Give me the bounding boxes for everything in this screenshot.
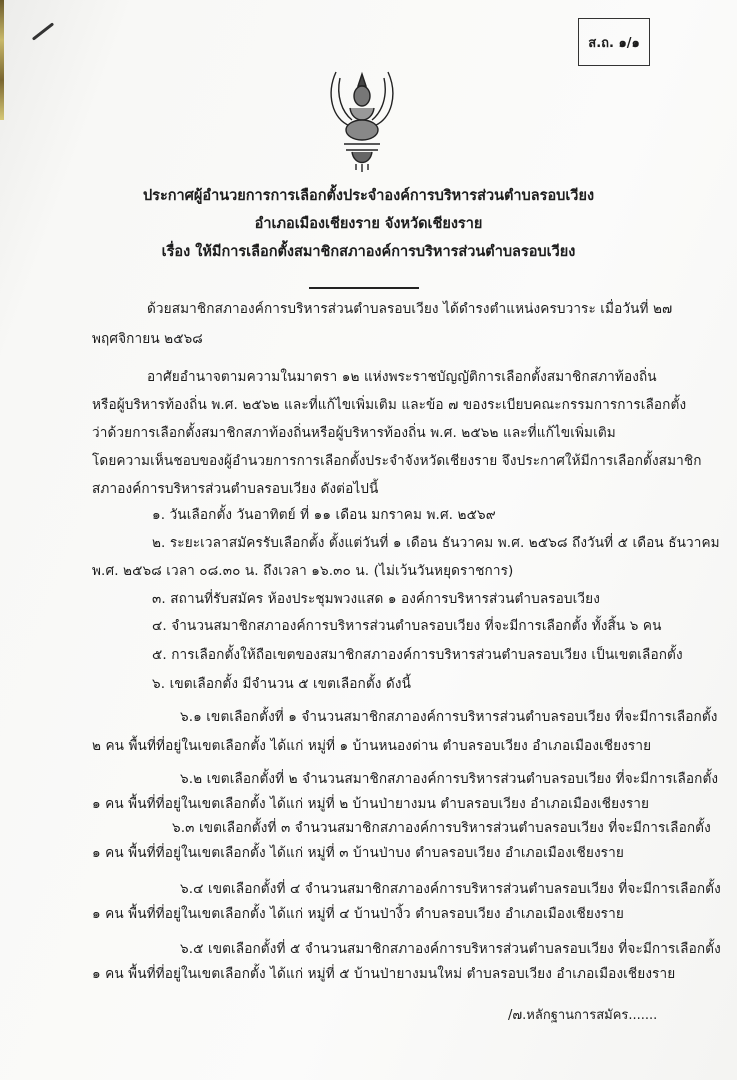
district-1-line-1: ๖.๑ เขตเลือกตั้งที่ ๑ จำนวนสมาชิกสภาองค์การบริหารส่วนตำบลรอบเวียง ที่จะมีการเลือกตั้ง	[180, 709, 718, 725]
authority-line: หรือผู้บริหารท้องถิ่น พ.ศ. ๒๕๖๒ และที่แก้ไขเพิ่มเติม และข้อ ๗ ของระเบียบคณะกรรมการการเลือกตั้ง	[92, 397, 687, 413]
authority-line: อาศัยอำนาจตามความในมาตรา ๑๒ แห่งพระราชบัญญัติการเลือกตั้งสมาชิกสภาท้องถิ่น	[147, 369, 657, 385]
district-1-line-2: ๒ คน พื้นที่ที่อยู่ในเขตเลือกตั้ง ได้แก่ หมู่ที่ ๑ บ้านหนองด่าน ตำบลรอบเวียง อำเภอเมืองเชียงราย	[92, 738, 652, 754]
district-4-line-2: ๑ คน พื้นที่ที่อยู่ในเขตเลือกตั้ง ได้แก่ หมู่ที่ ๔ บ้านป่างิ้ว ตำบลรอบเวียง อำเภอเมืองเชียงราย	[92, 906, 624, 922]
district-4-line-1: ๖.๔ เขตเลือกตั้งที่ ๔ จำนวนสมาชิกสภาองค์การบริหารส่วนตำบลรอบเวียง ที่จะมีการเลือกตั้ง	[180, 881, 721, 897]
authority-line: ว่าด้วยการเลือกตั้งสมาชิกสภาท้องถิ่นหรือผู้บริหารท้องถิ่น พ.ศ. ๒๕๖๒ และที่แก้ไขเพิ่มเติม	[92, 425, 616, 441]
form-code-box	[578, 18, 650, 66]
district-5-line-2: ๑ คน พื้นที่ที่อยู่ในเขตเลือกตั้ง ได้แก่ หมู่ที่ ๕ บ้านป่ายางมนใหม่ ตำบลรอบเวียง อำเภอเมืองเชียงราย	[92, 966, 676, 982]
heading-subject: เรื่อง ให้มีการเลือกตั้งสมาชิกสภาองค์การบริหารส่วนตำบลรอบเวียง	[161, 244, 576, 260]
authority-line: โดยความเห็นชอบของผู้อำนวยการการเลือกตั้งประจำจังหวัดเชียงราย จึงประกาศให้มีการเลือกตั้งสมาชิก	[92, 453, 702, 469]
page-edge	[0, 0, 4, 120]
item-2-cont: พ.ศ. ๒๕๖๘ เวลา ๐๘.๓๐ น. ถึงเวลา ๑๖.๓๐ น. (ไม่เว้นวันหยุดราชการ)	[92, 563, 514, 579]
district-3-line-2: ๑ คน พื้นที่ที่อยู่ในเขตเลือกตั้ง ได้แก่ หมู่ที่ ๓ บ้านป่าบง ตำบลรอบเวียง อำเภอเมืองเชียงราย	[92, 845, 624, 861]
item-2: ๒. ระยะเวลาสมัครรับเลือกตั้ง ตั้งแต่วันที่ ๑ เดือน ธันวาคม พ.ศ. ๒๕๖๘ ถึงวันที่ ๕ เดือน ธันวาคม	[152, 535, 720, 551]
item-6: ๖. เขตเลือกตั้ง มีจำนวน ๕ เขตเลือกตั้ง ดังนี้	[152, 676, 411, 692]
continuation-reference: /๗.หลักฐานการสมัคร.......	[508, 1008, 658, 1023]
heading-line-2: อำเภอเมืองเชียงราย จังหวัดเชียงราย	[254, 216, 483, 232]
form-code: ส.ถ. ๑/๑	[588, 35, 640, 51]
district-2-line-2: ๑ คน พื้นที่ที่อยู่ในเขตเลือกตั้ง ได้แก่ หมู่ที่ ๒ บ้านป่ายางมน ตำบลรอบเวียง อำเภอเมืองเชียงราย	[92, 796, 650, 812]
item-4: ๔. จำนวนสมาชิกสภาองค์การบริหารส่วนตำบลรอบเวียง ที่จะมีการเลือกตั้ง ทั้งสิ้น ๖ คน	[152, 618, 662, 634]
authority-line: สภาองค์การบริหารส่วนตำบลรอบเวียง ดังต่อไปนี้	[92, 481, 379, 497]
intro-line: พฤศจิกายน ๒๕๖๘	[92, 331, 203, 347]
intro-line: ด้วยสมาชิกสภาองค์การบริหารส่วนตำบลรอบเวียง ได้ดำรงตำแหน่งครบวาระ เมื่อวันที่ ๒๗	[147, 301, 673, 317]
item-5: ๕. การเลือกตั้งให้ถือเขตของสมาชิกสภาองค์การบริหารส่วนตำบลรอบเวียง เป็นเขตเลือกตั้ง	[152, 647, 683, 663]
district-5-line-1: ๖.๕ เขตเลือกตั้งที่ ๕ จำนวนสมาชิกสภาองค์การบริหารส่วนตำบลรอบเวียง ที่จะมีการเลือกตั้ง	[180, 941, 721, 957]
heading-line-1: ประกาศผู้อำนวยการการเลือกตั้งประจำองค์การบริหารส่วนตำบลรอบเวียง	[142, 188, 595, 204]
divider	[309, 287, 419, 289]
item-3: ๓. สถานที่รับสมัคร ห้องประชุมพวงแสด ๑ องค์การบริหารส่วนตำบลรอบเวียง	[152, 591, 600, 607]
item-1: ๑. วันเลือกตั้ง วันอาทิตย์ ที่ ๑๑ เดือน มกราคม พ.ศ. ๒๕๖๙	[152, 507, 496, 523]
district-3-line-1: ๖.๓ เขตเลือกตั้งที่ ๓ จำนวนสมาชิกสภาองค์การบริหารส่วนตำบลรอบเวียง ที่จะมีการเลือกตั้ง	[172, 820, 711, 836]
garuda-emblem-icon	[322, 64, 402, 174]
pen-mark	[32, 22, 54, 40]
district-2-line-1: ๖.๒ เขตเลือกตั้งที่ ๒ จำนวนสมาชิกสภาองค์การบริหารส่วนตำบลรอบเวียง ที่จะมีการเลือกตั้ง	[180, 771, 719, 787]
